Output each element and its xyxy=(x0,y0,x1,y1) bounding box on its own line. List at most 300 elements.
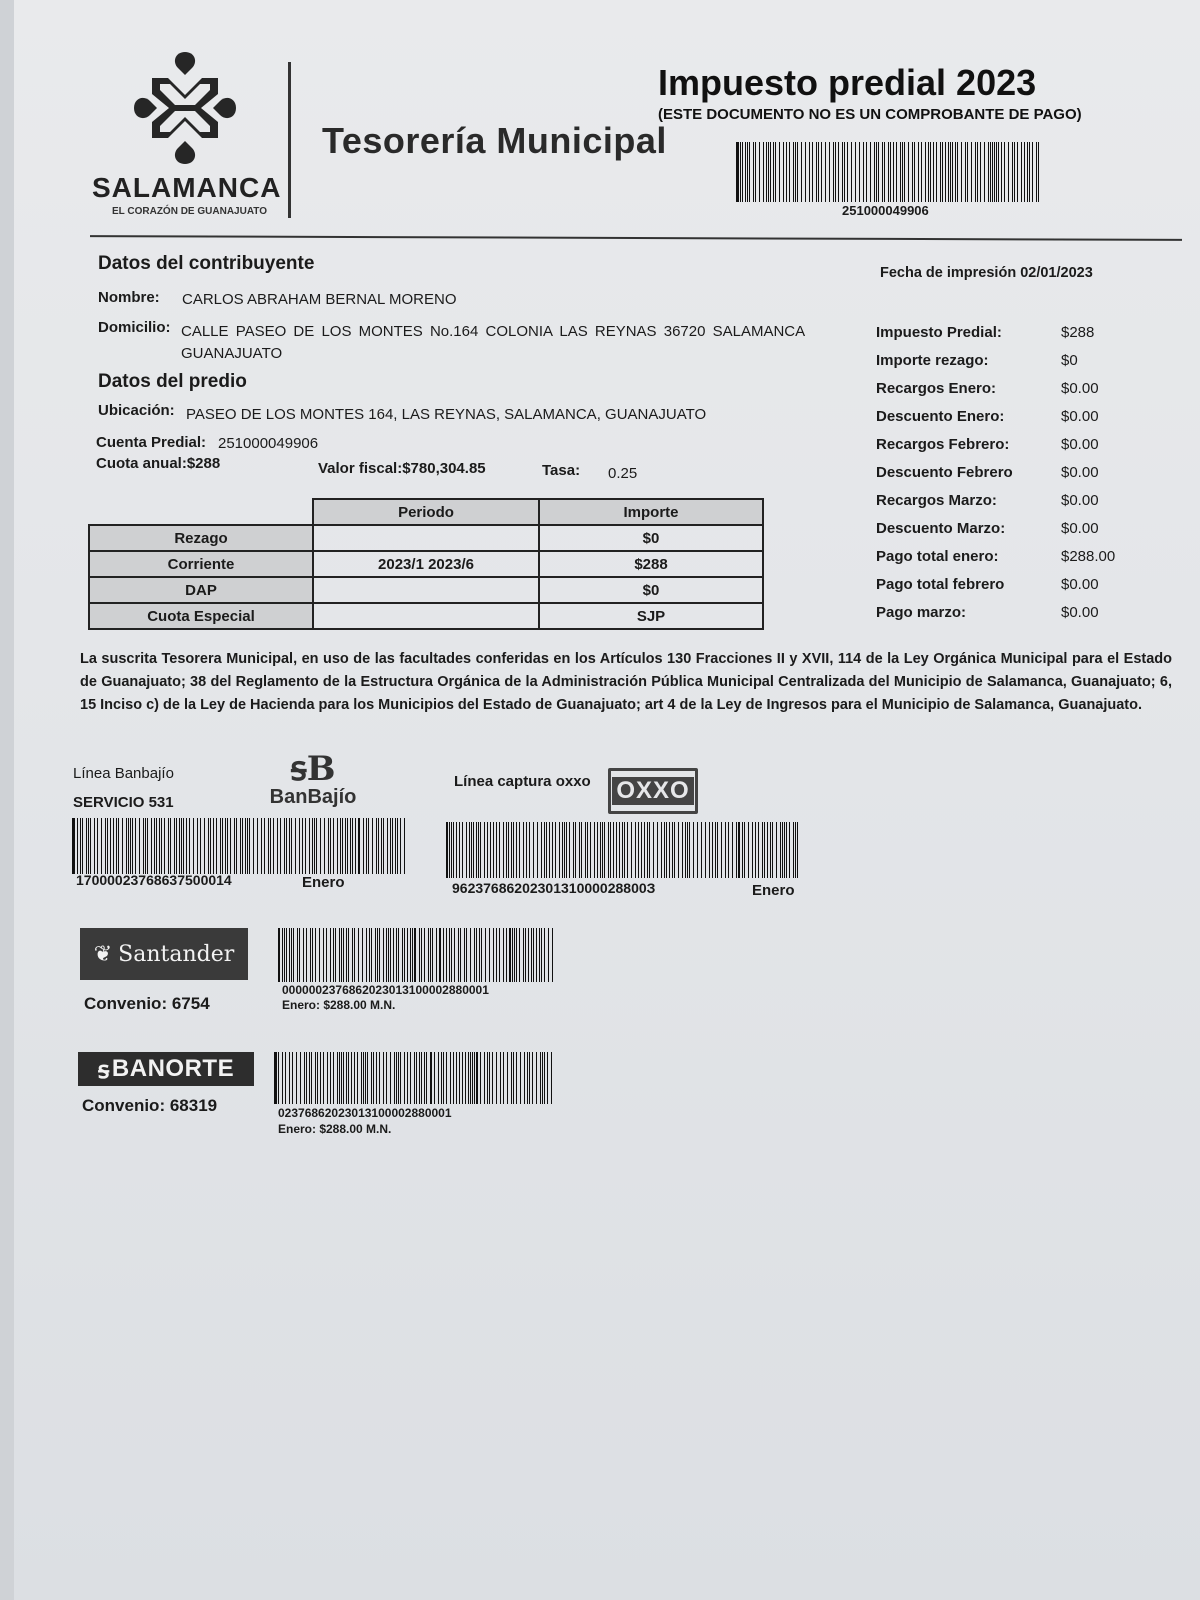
barcode-bar xyxy=(342,818,343,874)
barcode-bar xyxy=(763,142,764,202)
summary-row xyxy=(876,458,1176,486)
barcode-bar xyxy=(532,1052,533,1104)
barcode-bar xyxy=(533,928,534,982)
summary-value: $288 xyxy=(1061,323,1095,341)
row-periodo: 2023/1 2023/6 xyxy=(313,551,539,577)
barcode-bar xyxy=(280,818,281,874)
barcode-bar xyxy=(330,1052,331,1104)
barcode-bar xyxy=(383,1052,384,1104)
barcode-bar xyxy=(135,818,136,874)
barcode-bar xyxy=(289,818,290,874)
barcode-bar xyxy=(306,1052,307,1104)
barcode-bar xyxy=(446,822,448,878)
banorte-logo-icon: ꟊ xyxy=(97,1054,110,1084)
barcode-bar xyxy=(386,928,387,982)
barcode-bar xyxy=(282,1052,283,1104)
barcode-bar xyxy=(213,818,214,874)
barcode-bar xyxy=(506,822,507,878)
barcode-bar xyxy=(450,1052,451,1104)
barcode-bar xyxy=(352,928,353,982)
banbajio-logo-icon: ꟊB xyxy=(290,749,336,789)
barcode-bar xyxy=(559,822,560,878)
barcode-bar xyxy=(317,1052,318,1104)
barcode-bar xyxy=(355,818,356,874)
barcode-bar xyxy=(801,142,802,202)
barcode-bar xyxy=(697,822,698,878)
document-title: Impuesto predial 2023 xyxy=(658,62,1037,103)
barcode-bar xyxy=(748,822,749,878)
header-rule xyxy=(90,235,1182,241)
barcode-bar xyxy=(767,822,768,878)
barcode-bar xyxy=(458,928,459,982)
barcode-bar xyxy=(519,928,520,982)
predio-title: Datos del predio xyxy=(98,371,247,392)
barcode-bar xyxy=(340,818,341,874)
barcode-bar xyxy=(339,1052,340,1104)
barcode-bar xyxy=(395,818,396,874)
summary-value: $288.00 xyxy=(1061,547,1116,565)
barcode-bar xyxy=(689,822,690,878)
barcode-bar xyxy=(366,818,367,874)
barcode-bar xyxy=(441,1052,442,1104)
table-header-periodo: Periodo xyxy=(313,499,539,525)
barcode-bar xyxy=(436,928,437,982)
barcode-bar xyxy=(627,822,628,878)
cuenta-value: 251000049906 xyxy=(218,435,319,452)
barcode-bar xyxy=(268,818,269,874)
barcode-bar xyxy=(200,818,201,874)
barcode-bar xyxy=(386,1052,387,1104)
barcode-bar xyxy=(379,1052,380,1104)
barcode-bar xyxy=(739,822,740,878)
barcode-bar xyxy=(795,822,796,878)
barcode-bar xyxy=(315,1052,316,1104)
barcode-bar xyxy=(541,928,542,982)
barcode-bar xyxy=(446,1052,447,1104)
barcode-bar xyxy=(529,1052,530,1104)
barcode-bar xyxy=(126,818,127,874)
barcode-bar xyxy=(904,142,905,202)
barcode-bar xyxy=(480,822,481,878)
barcode-bar xyxy=(398,928,399,982)
barcode-bar xyxy=(116,818,117,874)
barcode-bar xyxy=(900,142,901,202)
barcode-bar xyxy=(742,822,743,878)
barcode-bar xyxy=(306,928,307,982)
barcode-bar xyxy=(392,818,393,874)
barcode-bar xyxy=(513,822,514,878)
barcode-bar xyxy=(147,818,148,874)
barcode-bar xyxy=(744,822,745,878)
barcode-bar xyxy=(400,818,401,874)
barcode-bar xyxy=(587,822,588,878)
barcode-bar xyxy=(487,1052,488,1104)
barcode-bar xyxy=(282,928,283,982)
barcode-bar xyxy=(474,928,475,982)
oxxo-barcode xyxy=(446,822,802,878)
barcode-bar xyxy=(337,818,338,874)
barcode-bar xyxy=(346,928,347,982)
summary-label: Recargos Febrero: xyxy=(876,435,1010,453)
nombre-value: CARLOS ABRAHAM BERNAL MORENO xyxy=(182,291,457,308)
barcode-bar xyxy=(925,142,926,202)
barcode-bar xyxy=(516,1052,517,1104)
summary-value: $0.00 xyxy=(1061,463,1099,481)
barcode-bar xyxy=(685,822,686,878)
barcode-bar xyxy=(249,818,250,874)
barcode-bar xyxy=(300,1052,301,1104)
barcode-bar xyxy=(908,142,909,202)
barcode-bar xyxy=(77,818,78,874)
barcode-bar xyxy=(410,928,411,982)
barcode-bar xyxy=(303,928,304,982)
barcode-bar xyxy=(825,142,826,202)
barcode-bar xyxy=(682,822,683,878)
barcode-bar xyxy=(273,818,274,874)
barcode-bar xyxy=(371,928,372,982)
barcode-bar xyxy=(912,142,913,202)
barcode-bar xyxy=(581,822,582,878)
barcode-bar xyxy=(524,1052,525,1104)
barcode-bar xyxy=(453,1052,454,1104)
barcode-bar xyxy=(874,142,875,202)
barcode-bar xyxy=(284,928,285,982)
summary-value: $0 xyxy=(1061,351,1078,369)
barcode-bar xyxy=(393,928,394,982)
summary-label: Pago total enero: xyxy=(876,547,999,565)
barcode-bar xyxy=(469,822,470,878)
barcode-bar xyxy=(496,822,497,878)
summary-label: Descuento Febrero xyxy=(876,463,1013,481)
barcode-bar xyxy=(526,822,527,878)
barcode-bar xyxy=(952,142,953,202)
barcode-bar xyxy=(882,142,883,202)
barcode-bar xyxy=(462,822,463,878)
barcode-bar xyxy=(476,928,477,982)
barcode-bar xyxy=(270,818,271,874)
barcode-bar xyxy=(484,1052,485,1104)
document-subtitle: (ESTE DOCUMENTO NO ES UN COMPROBANTE DE PAGO) xyxy=(658,106,1082,123)
barcode-bar xyxy=(128,818,129,874)
barcode-bar xyxy=(369,928,370,982)
barcode-bar xyxy=(363,818,364,874)
barcode-bar xyxy=(130,818,131,874)
oxxo-month: Enero xyxy=(752,882,795,899)
barcode-bar xyxy=(407,1052,408,1104)
barcode-bar xyxy=(786,142,787,202)
barcode-bar xyxy=(183,818,184,874)
barcode-bar xyxy=(793,822,794,878)
barcode-bar xyxy=(460,928,461,982)
domicilio-value-line2: GUANAJUATO xyxy=(181,345,283,362)
barcode-bar xyxy=(299,818,300,874)
barcode-bar xyxy=(749,142,750,202)
summary-row xyxy=(876,318,1176,346)
barcode-bar xyxy=(284,818,285,874)
barcode-bar xyxy=(866,142,867,202)
barcode-bar xyxy=(472,1052,473,1104)
summary-label: Recargos Enero: xyxy=(876,379,997,397)
barcode-bar xyxy=(454,928,455,982)
barcode-bar xyxy=(113,818,114,874)
barcode-bar xyxy=(859,142,860,202)
barcode-bar xyxy=(464,928,465,982)
barcode-bar xyxy=(523,928,524,982)
barcode-bar xyxy=(285,1052,286,1104)
barcode-bar xyxy=(377,928,378,982)
barcode-bar xyxy=(312,818,313,874)
valor-fiscal: Valor fiscal:$780,304.85 xyxy=(318,460,486,477)
summary-label: Descuento Enero: xyxy=(876,407,1005,425)
barcode-bar xyxy=(314,818,315,874)
barcode-bar xyxy=(293,928,294,982)
barcode-bar xyxy=(363,1052,364,1104)
barcode-bar xyxy=(404,928,405,982)
barcode-bar xyxy=(170,818,171,874)
barcode-bar xyxy=(396,1052,397,1104)
barcode-bar xyxy=(476,1052,478,1104)
barcode-bar xyxy=(1021,142,1022,202)
cuota-anual: Cuota anual:$288 xyxy=(96,455,221,472)
barcode-bar xyxy=(347,818,348,874)
barcode-bar xyxy=(613,822,614,878)
barcode-bar xyxy=(604,822,605,878)
barcode-bar xyxy=(602,822,603,878)
barcode-bar xyxy=(264,818,265,874)
barcode-bar xyxy=(573,822,574,878)
summary-row xyxy=(876,542,1176,570)
barcode-bar xyxy=(1012,142,1013,202)
barcode-bar xyxy=(519,822,520,878)
barcode-bar xyxy=(107,818,108,874)
barcode-bar xyxy=(193,818,194,874)
row-importe: SJP xyxy=(539,603,763,629)
cuenta-label: Cuenta Predial: xyxy=(96,434,207,451)
banbajio-logo-word: BanBajío xyxy=(269,786,357,808)
barcode-bar xyxy=(330,928,331,982)
banorte-logo-text: BANORTE xyxy=(111,1055,235,1082)
row-label: DAP xyxy=(89,577,313,603)
barcode-bar xyxy=(330,818,331,874)
barcode-bar xyxy=(289,1052,290,1104)
barcode-bar xyxy=(546,822,547,878)
barcode-bar xyxy=(291,818,292,874)
barcode-bar xyxy=(154,818,155,874)
barcode-bar xyxy=(678,822,679,878)
summary-row xyxy=(876,402,1176,430)
barcode-bar xyxy=(835,142,836,202)
barcode-bar xyxy=(870,142,871,202)
barcode-bar xyxy=(289,928,290,982)
barcode-bar xyxy=(890,142,891,202)
barcode-bar xyxy=(412,928,413,982)
page-edge-shadow xyxy=(0,0,14,1600)
oxxo-barcode-number: 9623768620230131000028800З xyxy=(452,880,656,896)
row-importe: $288 xyxy=(539,551,763,577)
santander-logo xyxy=(80,928,248,980)
santander-barcode-number: 0000002376862023013100002880001 xyxy=(282,983,489,997)
barcode-bar xyxy=(394,1052,395,1104)
barcode-bar xyxy=(484,822,485,878)
barcode-bar xyxy=(485,928,486,982)
barcode-bar xyxy=(358,818,360,874)
barcode-bar xyxy=(478,822,479,878)
barcode-bar xyxy=(631,822,632,878)
barcode-bar xyxy=(542,1052,543,1104)
barcode-bar xyxy=(740,142,741,202)
banorte-logo xyxy=(78,1052,254,1086)
banbajio-barcode xyxy=(72,818,408,874)
barcode-bar xyxy=(936,142,937,202)
barcode-bar xyxy=(511,822,512,878)
barcode-bar xyxy=(965,142,966,202)
barcode-bar xyxy=(354,1052,355,1104)
banorte-barcode-number: 02376862023013100002880001 xyxy=(278,1106,452,1120)
barcode-bar xyxy=(818,142,819,202)
barcode-bar xyxy=(350,818,351,874)
barcode-bar xyxy=(341,928,342,982)
barcode-bar xyxy=(657,822,658,878)
barcode-bar xyxy=(348,1052,349,1104)
barcode-bar xyxy=(520,1052,521,1104)
barcode-bar xyxy=(416,1052,417,1104)
barcode-bar xyxy=(1032,142,1033,202)
barcode-bar xyxy=(955,142,956,202)
barcode-bar xyxy=(424,928,425,982)
barcode-bar xyxy=(499,822,500,878)
barcode-bar xyxy=(443,1052,444,1104)
barcode-bar xyxy=(421,1052,422,1104)
barcode-bar xyxy=(669,822,670,878)
barcode-bar xyxy=(343,928,344,982)
barcode-bar xyxy=(453,822,454,878)
barcode-bar xyxy=(362,928,363,982)
barcode-bar xyxy=(508,822,509,878)
barcode-bar xyxy=(1014,142,1015,202)
barcode-bar xyxy=(552,928,553,982)
barcode-bar xyxy=(487,822,488,878)
barcode-bar xyxy=(404,818,405,874)
barcode-bar xyxy=(466,928,467,982)
barcode-bar xyxy=(439,928,441,982)
barcode-bar xyxy=(388,928,389,982)
barcode-bar xyxy=(365,1052,366,1104)
barcode-bar xyxy=(829,142,830,202)
barcode-bar xyxy=(503,1052,504,1104)
barcode-bar xyxy=(921,142,922,202)
barcode-bar xyxy=(544,928,545,982)
barcode-bar xyxy=(585,822,586,878)
barcode-bar xyxy=(531,928,532,982)
barcode-bar xyxy=(776,822,777,878)
barcode-bar xyxy=(786,822,787,878)
barcode-bar xyxy=(186,818,187,874)
barcode-bar xyxy=(292,1052,293,1104)
barcode-bar xyxy=(156,818,157,874)
barcode-bar xyxy=(809,142,810,202)
ubicacion-value: PASEO DE LOS MONTES 164, LAS REYNAS, SALAMANCA, GUANAJUATO xyxy=(186,406,707,423)
barcode-bar xyxy=(549,822,550,878)
barcode-bar xyxy=(305,818,306,874)
barcode-bar xyxy=(747,142,748,202)
barcode-bar xyxy=(456,822,457,878)
barcode-bar xyxy=(414,928,415,982)
barcode-bar xyxy=(805,142,806,202)
barcode-bar xyxy=(339,928,340,982)
barcode-bar xyxy=(540,1052,541,1104)
barcode-bar xyxy=(527,1052,528,1104)
table-header-importe: Importe xyxy=(539,499,763,525)
barcode-bar xyxy=(616,822,617,878)
barcode-bar xyxy=(600,822,601,878)
barcode-bar xyxy=(712,822,713,878)
barcode-bar xyxy=(945,142,946,202)
barcode-bar xyxy=(333,818,334,874)
barcode-bar xyxy=(528,928,529,982)
barcode-bar xyxy=(503,928,504,982)
barcode-bar xyxy=(261,818,262,874)
barcode-bar xyxy=(789,142,790,202)
summary-row xyxy=(876,486,1176,514)
domicilio-value: CALLE PASEO DE LOS MONTES No.164 COLONIA LAS REYNAS 36720 SALAMANCA xyxy=(181,323,806,340)
barcode-bar xyxy=(736,822,737,878)
header-barcode xyxy=(736,142,1042,202)
barcode-bar xyxy=(783,142,784,202)
barcode-bar xyxy=(274,1052,277,1104)
barcode-bar xyxy=(523,822,524,878)
barcode-bar xyxy=(728,822,729,878)
barcode-bar xyxy=(105,818,106,874)
barcode-bar xyxy=(996,142,997,202)
barcode-bar xyxy=(176,818,177,874)
barcode-bar xyxy=(772,822,773,878)
barcode-bar xyxy=(348,928,349,982)
barcode-bar xyxy=(297,928,298,982)
barcode-bar xyxy=(419,1052,420,1104)
barcode-bar xyxy=(345,818,346,874)
barcode-bar xyxy=(855,142,856,202)
barcode-bar xyxy=(755,822,756,878)
barcode-bar xyxy=(1036,142,1037,202)
barcode-bar xyxy=(844,142,845,202)
barcode-bar xyxy=(977,142,978,202)
barcode-bar xyxy=(421,928,422,982)
barcode-bar xyxy=(638,822,639,878)
barcode-bar xyxy=(86,818,87,874)
barcode-bar xyxy=(204,818,205,874)
barcode-bar xyxy=(415,928,416,982)
periodo-table xyxy=(88,498,764,630)
barcode-bar xyxy=(376,818,377,874)
santander-amount: Enero: $288.00 M.N. xyxy=(282,998,396,1012)
barcode-bar xyxy=(390,818,391,874)
barcode-bar xyxy=(797,822,798,878)
row-label: Cuota Especial xyxy=(89,603,313,629)
barcode-bar xyxy=(286,928,287,982)
summary-value: $0.00 xyxy=(1061,519,1099,537)
barcode-bar xyxy=(372,818,373,874)
barcode-bar xyxy=(327,1052,328,1104)
barcode-bar xyxy=(326,928,327,982)
santander-logo-text: Santander xyxy=(118,941,235,967)
barcode-bar xyxy=(990,142,991,202)
barcode-bar xyxy=(234,818,235,874)
barcode-bar xyxy=(468,1052,469,1104)
barcode-bar xyxy=(471,822,472,878)
santander-barcode xyxy=(278,928,556,982)
barcode-bar xyxy=(72,818,75,874)
barcode-bar xyxy=(381,818,382,874)
